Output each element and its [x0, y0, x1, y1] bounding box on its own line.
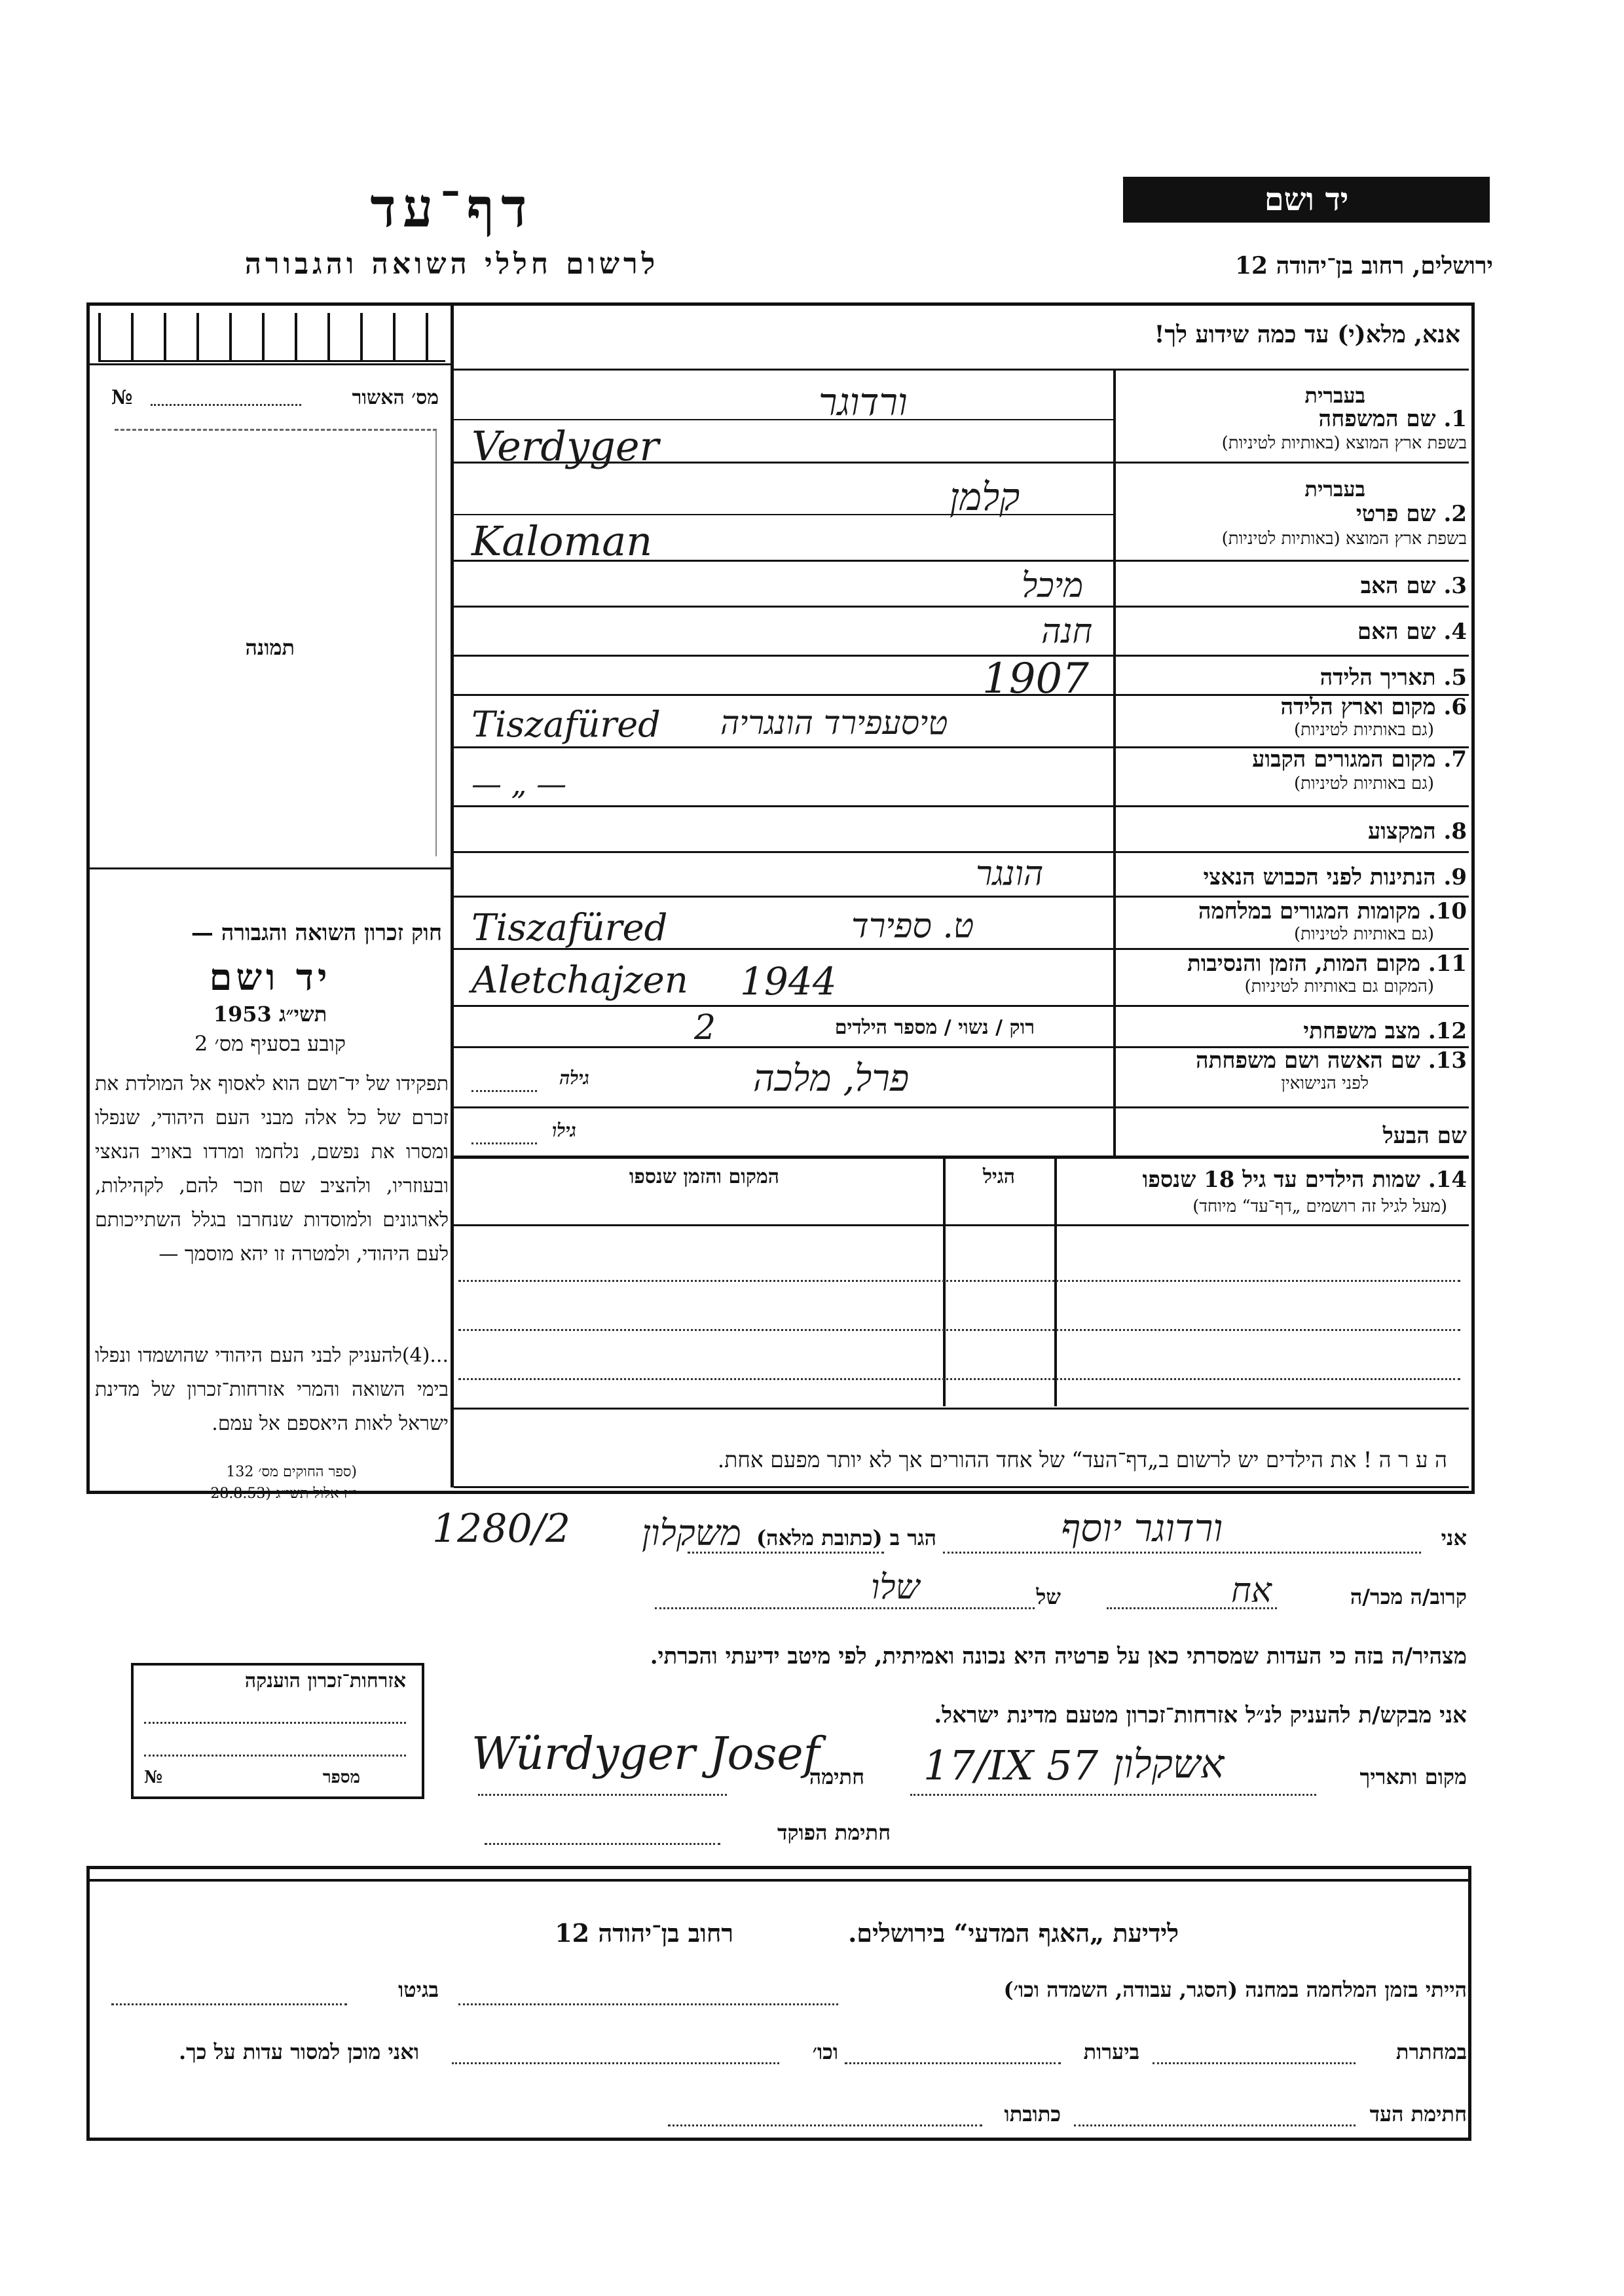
field-7-label [1252, 746, 1467, 773]
field-5-num: 5. [1443, 665, 1467, 691]
footer-etc: וכו׳ [812, 2039, 838, 2064]
field-11-label [1187, 951, 1467, 977]
field-10-sub: (גם באותיות לטיניות) [1293, 924, 1434, 944]
children-col-place: המקום והזמן שנספו [629, 1165, 779, 1188]
field-3-label [1361, 573, 1467, 599]
field-1-num: 1. [1443, 406, 1467, 432]
approval-label: מס׳ האשור [352, 386, 439, 409]
header-address: ירושלים, רחוב בן־יהודה 12 [1234, 252, 1493, 280]
field-4-num: 4. [1443, 619, 1467, 645]
footer-ready: ואני מוכן למסור עדות על כך. [178, 2039, 419, 2064]
hw-declarant-address: משקלון [642, 1512, 741, 1554]
hw-death-year: 1944 [740, 959, 837, 1004]
hw-house-number: 1280/2 [432, 1506, 571, 1552]
children-col-age: הגיל [982, 1165, 1015, 1188]
field-5-text: תאריך הלידה [1320, 665, 1436, 691]
law-year-num: 1953 [213, 1002, 272, 1027]
decl-place-date: מקום ותאריך [1359, 1764, 1467, 1789]
hw-signature: Würdyger Josef [471, 1728, 820, 1780]
footer-line1: הייתי בזמן המלחמה במחנה (הסגר, עבודה, השמדה וכו׳) [1003, 1977, 1467, 2002]
footer-forests: ביערות [1083, 2039, 1139, 2064]
footer-title: לידיעת „האגף המדעי“ בירושלים. [848, 1918, 1179, 1948]
age-her-label: גילה [559, 1067, 589, 1089]
law-ref-date: י״ז אלול תשי״ג (28.8.53 [210, 1485, 357, 1502]
field-8-text: המקצוע [1367, 818, 1436, 845]
field-6-text: מקום וארץ הלידה [1280, 694, 1436, 720]
field-5-label [1320, 665, 1467, 691]
field-13-label [1196, 1048, 1467, 1074]
citizenship-number: מספר [322, 1768, 360, 1787]
law-heading: חוק זכרון השואה והגבורה — [191, 920, 442, 946]
decl-signature: חתימה [809, 1764, 864, 1789]
field-2-label [1356, 501, 1467, 527]
field-2-num: 2. [1443, 501, 1467, 527]
field-1-lang: בעברית [1304, 383, 1365, 408]
hw-surname-he: ורדוגר [819, 380, 908, 424]
field-2-text: שם פרטי [1356, 501, 1436, 527]
field-9-label [1204, 864, 1467, 890]
hw-birth-place-he: טיסעפירד הונגריה [720, 704, 948, 742]
law-text: תפקידו של יד־ושם הוא לאסוף אל המולדת את זכרם של כל אלה מבני העם היהודי, שנפלו ומסרו את נפשם, נלחמו ומרדו באויב הנאצי ובעוזריו, ולהציב שם וזכר להם, לקהילות, לארגונים ולמוסדות שנחרבו בגלל השתייכותם לעם היהודי, ולמטרה זו יהא מוסמך — [95, 1072, 449, 1266]
footer-ghetto: בגיטו [398, 1977, 439, 2002]
field-12-num: 12. [1428, 1018, 1467, 1044]
field-6-sub: (גם באותיות לטיניות) [1293, 720, 1434, 740]
decl-statement: מצהיר/ה בזה כי העדות שמסרתי כאן על פרטיה היא נכונה ואמיתית, לפי מיטב ידיעתי והכרתי. [650, 1643, 1467, 1669]
decl-of: של [1036, 1584, 1061, 1609]
children-row [458, 1378, 1460, 1380]
citizenship-no: № [144, 1768, 163, 1787]
intro-text: אנא, מלא(י) עד כמה שידוע לך! [1154, 321, 1460, 348]
field-10-num: 10. [1428, 898, 1467, 924]
decl-official-signature: חתימת הפוקד [777, 1820, 891, 1845]
field-2-sub: בשפת ארץ המוצא (באותיות לטיניות) [1221, 529, 1467, 549]
family-status-options: רוק / נשוי / מספר הילדים [834, 1016, 1035, 1039]
children-row [458, 1329, 1460, 1331]
children-row [458, 1280, 1460, 1282]
field-6-num: 6. [1443, 694, 1467, 720]
law-ref: (ספר החוקים מס׳ 132 [226, 1464, 357, 1480]
field-11-sub: (המקום גם באותיות לטיניות) [1244, 977, 1434, 996]
children-label [1143, 1167, 1467, 1193]
hw-death-place-lat: Aletchajzen [471, 959, 688, 1002]
field-10-text: מקומות המגורים במלחמה [1198, 898, 1420, 924]
hw-of-relation: שלו [871, 1568, 920, 1607]
field-6-label [1280, 694, 1467, 720]
hw-date: 17/IX 57 [923, 1741, 1099, 1789]
field-9-num: 9. [1443, 864, 1467, 890]
law-section: קובע בסעיף מס׳ 2 [194, 1031, 346, 1056]
law-text-2: ...(4)להעניק לבני העם היהודי שהושמדו ונפלו בימי השואה והמרי אזרחות־זכרון של מדינת ישראל לאות היאספם אל עמם. [95, 1344, 449, 1435]
hw-mother: חנה [1041, 612, 1093, 651]
field-1-text: שם המשפחה [1318, 406, 1436, 432]
hw-declarant: ורדוגר יוסף [1061, 1506, 1223, 1550]
field-9-text: הנתינות לפני הכבוש הנאצי [1203, 864, 1436, 890]
law-year-heb: תשי״ג [278, 1002, 327, 1027]
field-4-text: שם האם [1357, 619, 1436, 645]
yad-vashem-logo: יד ושם [1123, 177, 1490, 223]
field-11-num: 11. [1428, 951, 1467, 977]
field-8-label [1368, 818, 1467, 845]
field-8-num: 8. [1443, 818, 1467, 845]
field-4-label [1357, 619, 1467, 645]
husband-label: שם הבעל [1382, 1123, 1467, 1149]
footer-underground: במחתרת [1395, 2039, 1467, 2064]
approval-no: № [111, 386, 133, 409]
field-7-num: 7. [1443, 746, 1467, 773]
hw-birth-date: 1907 [982, 655, 1089, 703]
field-1-sub: בשפת ארץ המוצא (באותיות לטיניות) [1221, 433, 1467, 453]
hw-wartime-he: ט. ספירד [851, 907, 974, 946]
footer-address-label: כתובתו [1004, 2102, 1061, 2126]
decl-residing: הגר ב (כתובת מלאה) [756, 1525, 936, 1550]
hw-first-he: קלמן [950, 475, 1020, 519]
field-2-lang: בעברית [1304, 477, 1365, 501]
field-12-label [1303, 1018, 1467, 1044]
hw-surname-lat: Verdyger [471, 422, 659, 470]
field-1-label [1319, 406, 1467, 432]
decl-i: אני [1441, 1525, 1467, 1550]
hw-relation: אח [1231, 1571, 1272, 1611]
age-his-label: גילו [552, 1120, 576, 1141]
hw-father: מיכל [1022, 566, 1084, 606]
hw-residence: — „ — [471, 766, 567, 801]
citizenship-title: אזרחות־זכרון הוענקה [244, 1669, 406, 1692]
footer-address: רחוב בן־יהודה 12 [555, 1918, 733, 1948]
field-3-num: 3. [1443, 573, 1467, 599]
decl-request: אני מבקש/ת להעניק לנ״ל אזרחות־זכרון מטעם מדינת ישראל. [934, 1702, 1467, 1728]
hw-first-lat: Kaloman [471, 517, 653, 565]
field-13-sub: לפני הנישואין [1281, 1074, 1369, 1093]
field-7-sub: (גם באותיות לטיניות) [1293, 774, 1434, 793]
field-3-text: שם האב [1360, 573, 1436, 599]
hw-wartime-lat: Tiszafüred [471, 907, 668, 949]
footer-witness-sig: חתימת העד [1369, 2102, 1467, 2126]
field-13-num: 13. [1428, 1048, 1467, 1074]
children-sub: (מעל לגיל זה רושמים „דף־עד“ מיוחד) [1192, 1197, 1447, 1216]
page-title: דף־עד [370, 177, 534, 240]
children-text: שמות הילדים עד גיל 18 שנספו [1142, 1167, 1420, 1193]
hw-place-date: אשקלון [1113, 1741, 1225, 1787]
page-subtitle: לרשום חללי השואה והגבורה [244, 247, 659, 281]
code-boxes [98, 313, 445, 362]
law-year [98, 1002, 442, 1027]
field-7-text: מקום המגורים הקבוע [1252, 746, 1436, 773]
photo-label: תמונה [245, 635, 295, 660]
hw-nationality: הונגר [976, 854, 1044, 894]
hw-children-count: 2 [694, 1008, 716, 1048]
decl-relative: קרוב/ה מכר/ה [1350, 1584, 1467, 1609]
hw-wife: פרל, מלכה [753, 1057, 910, 1100]
field-13-text: שם האשה ושם משפחתה [1196, 1048, 1420, 1074]
field-12-text: מצב משפחתי [1303, 1018, 1420, 1044]
children-num: 14. [1428, 1167, 1467, 1193]
hw-birth-place-lat: Tiszafüred [471, 704, 661, 745]
note-text: ה ע ר ה ! את הילדים יש לרשום ב„דף־העד“ של אחד ההורים אך לא יותר מפעם אחת. [717, 1447, 1447, 1472]
field-10-label [1198, 898, 1467, 924]
law-name: יד ושם [209, 956, 331, 999]
field-11-text: מקום המות, הזמן והנסיבות [1187, 951, 1420, 977]
